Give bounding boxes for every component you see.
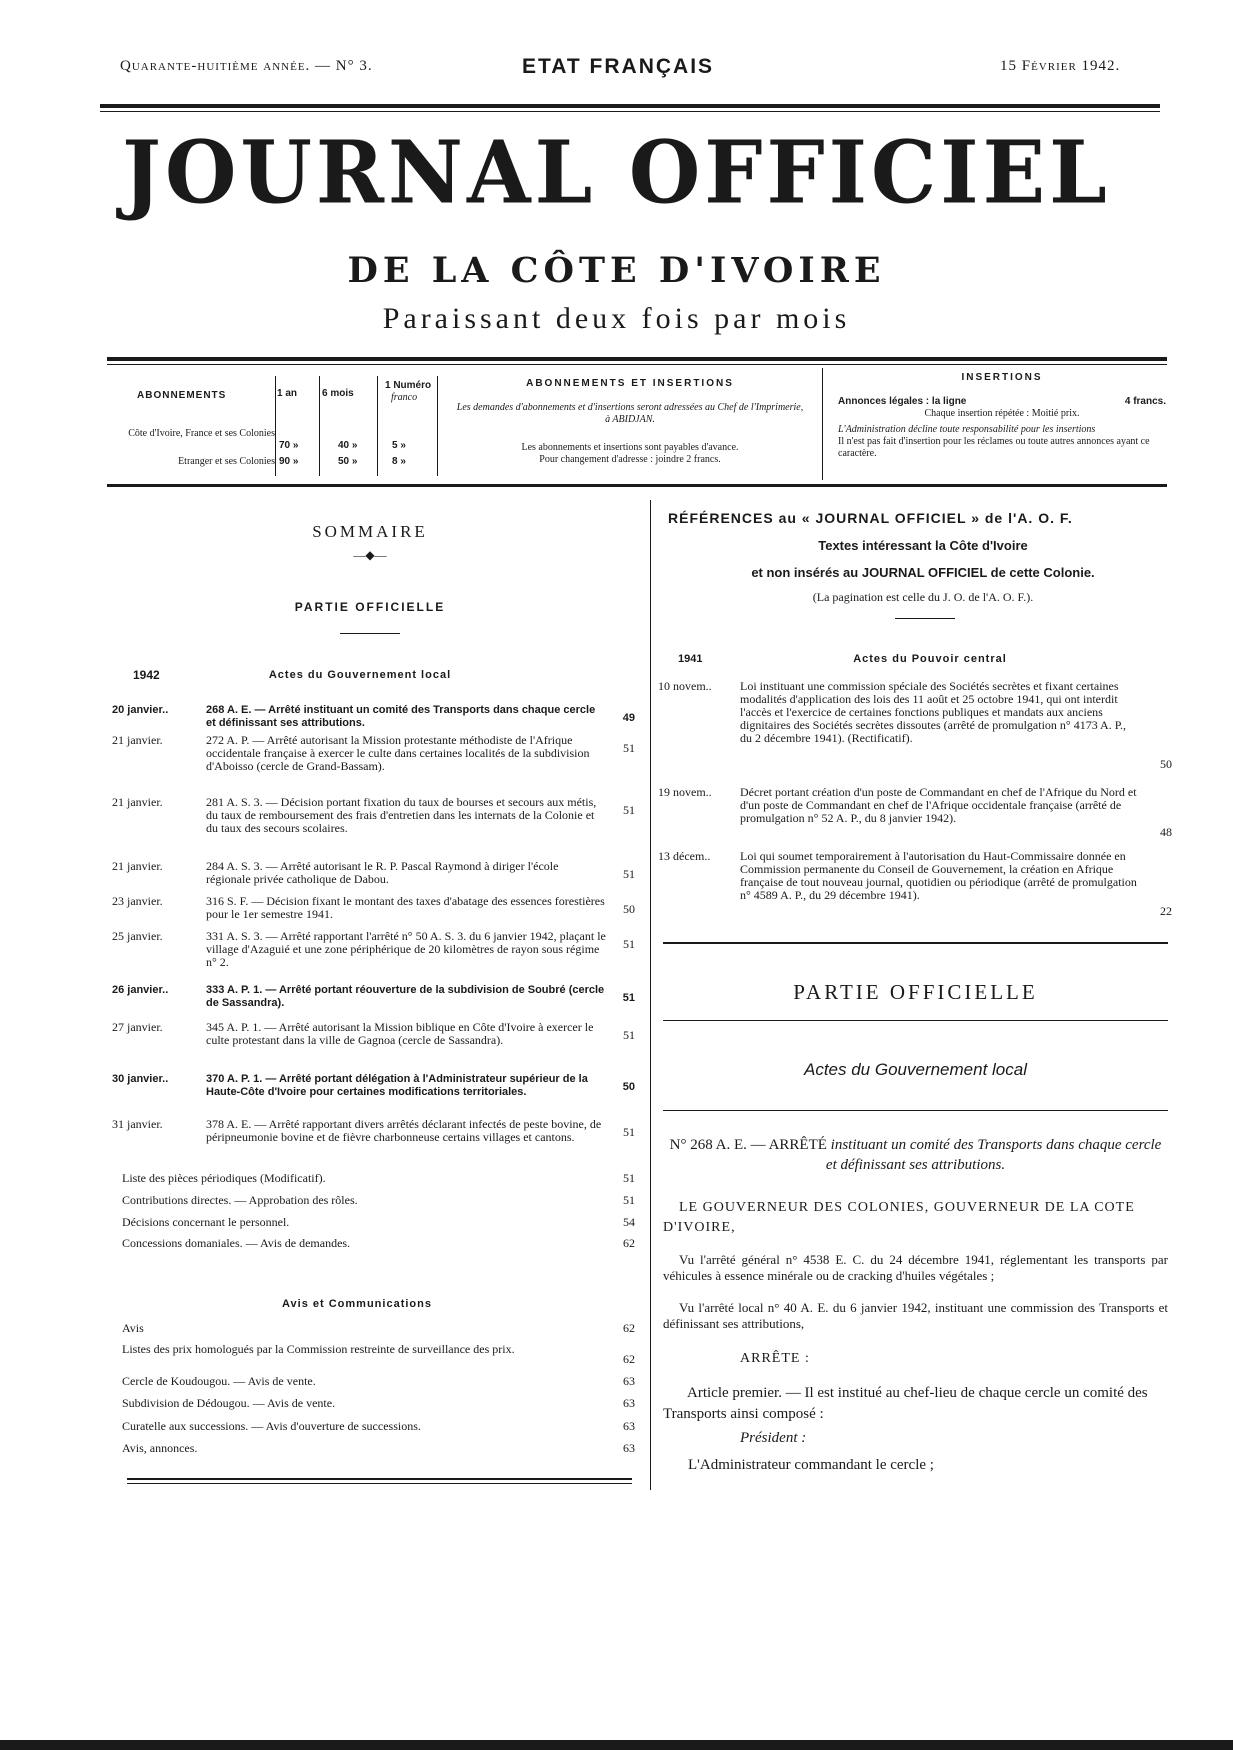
entry-date: 23 janvier. [112,894,163,908]
issue-date: 15 Février 1942. [1000,58,1121,74]
main-partie: PARTIE OFFICIELLE [793,980,1038,1004]
entry-text: 284 A. S. 3. — Arrêté autorisant le R. P. Pascal Raymond à diriger l'école régionale privée catholique de Dabou. [206,859,559,886]
entry-page: 50 [622,1081,635,1093]
edition-info: Quarante-huitième année. — N° 3. [120,58,373,74]
misc-page: 51 [623,1193,635,1207]
sommaire-heading: SOMMAIRE [312,522,428,541]
governor-line: LE GOUVERNEUR DES COLONIES, GOUVERNEUR DE LA COTE D'IVOIRE, [663,1200,1135,1235]
ins-line-4: Il n'est pas fait d'insertion pour les réclames ou toute autres annonces ayant ce caractère. [838,436,1150,459]
avis-page: 62 [623,1352,635,1366]
arrete-title-text: instituant un comité des Transports dans chaque cercle et définissant ses attributions. [825,1137,1162,1173]
references-year: 1941 [678,653,703,665]
avis-page: 63 [623,1396,635,1410]
main-section: Actes du Gouvernement local [803,1060,1027,1079]
row-num-1: 5 » [392,440,406,451]
row-label-2: Etranger et ses Colonies [178,456,275,467]
avis-text: Subdivision de Dédougou. — Avis de vente. [122,1396,336,1410]
ref-entry-text: Loi instituant une commission spéciale des Sociétés secrètes et fixant certaines modalités d'application des lois des 11 août et 25 octobre 1941, qui ont interdit l'accès et l'exercice de certaines fonctions publiques et mandats aux anciens dignitaires des Sociétés secrètes dissoutes (arrêté de promulgation n° 4173 A. P., du 2 décembre 1941). (Rectificatif). [740,679,1127,745]
entry-date: 30 janvier.. [112,1073,169,1085]
ref-entry-date: 13 décem.. [658,849,711,863]
col-num: 1 Numéro [385,380,432,391]
entry-date: 26 janvier.. [112,984,169,996]
ref-entry-date: 19 novem.. [658,785,712,799]
entry-page: 51 [623,1028,635,1042]
entry-page: 50 [623,902,635,916]
ref-entry-page: 50 [1160,757,1172,771]
avis-text: Curatelle aux successions. — Avis d'ouverture de successions. [122,1419,421,1433]
avis-heading: Avis et Communications [282,1298,432,1310]
misc-text: Concessions domaniales. — Avis de demandes. [122,1236,351,1250]
row-num-2: 8 » [392,456,406,467]
misc-page: 54 [623,1215,635,1229]
sommaire-year: 1942 [133,668,160,682]
row-year-2: 90 » [279,456,299,467]
entry-date: 25 janvier. [112,929,163,943]
entry-page: 51 [623,937,635,951]
entry-page: 51 [623,867,635,881]
journal-tagline: Paraissant deux fois par mois [382,302,851,335]
avis-page: 63 [623,1374,635,1388]
ref-entry-page: 48 [1160,825,1172,839]
references-section: Actes du Pouvoir central [853,653,1007,665]
mid-heading: ABONNEMENTS ET INSERTIONS [526,378,734,389]
journal-subtitle: DE LA CÔTE D'IVOIRE [347,250,886,291]
sommaire-partie: PARTIE OFFICIELLE [294,600,446,614]
entry-date: 21 janvier. [112,733,163,747]
entry-page: 51 [622,992,635,1004]
arrete-title [663,1135,1168,1175]
ins-line-1: Annonces légales : la ligne [838,396,967,407]
misc-page: 51 [623,1171,635,1185]
subscriptions-heading: ABONNEMENTS [137,390,227,401]
ref-entry-text: Loi qui soumet temporairement à l'autorisation du Haut-Commissaire donnée en Commission permanente du Conseil de Gouvernement, la création en Afrique française de tout nouveau journal, quotidien ou périodique (arrêté de promulgation n° 4589 A. P., du 29 décembre 1941). [740,849,1137,902]
entry-page: 49 [622,712,635,724]
ornament-divider: —◆— [353,548,387,562]
col-six: 6 mois [322,388,354,399]
entry-page: 51 [623,1125,635,1139]
right-rule-thin-2 [663,1110,1168,1111]
right-rule-thin [663,1020,1168,1021]
avis-page: 63 [623,1441,635,1455]
col-num-sub: franco [391,392,418,403]
arrete-number: N° 268 A. E. — ARRÊTÉ [669,1137,827,1153]
ins-line-1-price: 4 francs. [1124,396,1166,407]
avis-text: Avis [122,1321,144,1335]
entry-date: 27 janvier. [112,1020,163,1034]
entry-text: 316 S. F. — Décision fixant le montant des taxes d'abatage des essences forestières pour le 1er semestre 1941. [206,894,605,921]
references-sub1: Textes intéressant la Côte d'Ivoire [818,538,1028,553]
misc-text: Décisions concernant le personnel. [122,1215,290,1229]
state-label: ETAT FRANÇAIS [522,55,715,78]
entry-text: 331 A. S. 3. — Arrêté rapportant l'arrêté n° 50 A. S. 3. du 6 janvier 1942, plaçant le village d'Azaguié et une zone périphérique de 20 kilomètres de rayon sous régime n° 2. [206,929,606,969]
references-sub2: et non insérés au JOURNAL OFFICIEL de cette Colonie. [751,565,1095,580]
row-year-1: 70 » [279,440,299,451]
row-six-2: 50 » [338,456,358,467]
entry-date: 31 janvier. [112,1117,163,1131]
entry-text: 370 A. P. 1. — Arrêté portant délégation à l'Administrateur supérieur de la Haute-Côte d'Ivoire pour certaines modifications territoriales. [206,1073,588,1098]
mid-text-1: Les demandes d'abonnements et d'insertions seront adressées au Chef de l'Imprimerie, à ABIDJAN. [456,402,804,425]
col-year: 1 an [277,388,298,399]
vu-2: Vu l'arrêté local n° 40 A. E. du 6 janvier 1942, instituant une commission des Transports et définissant ses attributions, [663,1300,1168,1331]
journal-title: JOURNAL OFFICIEL [122,122,1111,224]
right-rule [663,942,1168,944]
entry-text: 268 A. E. — Arrêté instituant un comité des Transports dans chaque cercle et définissant ses attributions. [206,704,596,729]
ins-line-2: Chaque insertion répétée : Moitié prix. [924,408,1080,419]
misc-page: 62 [623,1236,635,1250]
entry-text: 378 A. E. — Arrêté rapportant divers arrêtés déclarant infectés de peste bovine, de péripneumonie bovine et de fièvre charbonneuse certains villages et cantons. [206,1117,602,1144]
scan-bottom-edge [0,1740,1233,1750]
avis-page: 63 [623,1419,635,1433]
entry-text: 281 A. S. 3. — Décision portant fixation du taux de bourses et secours aux métis, du taux de remboursement des frais d'entretien dans les internats de la Colonie et du taux des secours scolaires. [206,795,597,835]
vu-1: Vu l'arrêté général n° 4538 E. C. du 24 décembre 1941, réglementant les transports par véhicules à essence minérale ou de cracking d'huiles végétales ; [663,1252,1168,1283]
entry-page: 51 [623,741,635,755]
ins-heading: INSERTIONS [961,372,1043,383]
avis-text: Avis, annonces. [122,1441,198,1455]
misc-text: Contributions directes. — Approbation des rôles. [122,1193,358,1207]
arrete-label: ARRÊTE : [740,1351,810,1366]
entry-text: 272 A. P. — Arrêté autorisant la Mission protestante méthodiste de l'Afrique occidentale française à exercer le culte dans certaines localités de la subdivision d'Aboisso (cercle de Grand-Bassam). [206,733,590,773]
entry-text: 345 A. P. 1. — Arrêté autorisant la Mission biblique en Côte d'Ivoire à exercer le culte protestant dans la ville de Gagnoa (cercle de Sassandra). [206,1020,594,1047]
misc-text: Liste des pièces périodiques (Modificatif). [122,1171,326,1185]
article-premier: Article premier. — Il est institué au chef-lieu de chaque cercle un comité des Transports ainsi composé : [663,1385,1148,1422]
row-six-1: 40 » [338,440,358,451]
mid-text-2: Les abonnements et insertions sont payables d'avance. [521,442,739,453]
admin-line: L'Administrateur commandant le cercle ; [688,1457,934,1473]
references-heading: RÉFÉRENCES au « JOURNAL OFFICIEL » de l'A. O. F. [668,510,1073,526]
avis-text: Cercle de Koudougou. — Avis de vente. [122,1374,316,1388]
avis-page: 62 [623,1321,635,1335]
entry-date: 20 janvier.. [112,704,169,716]
ref-entry-page: 22 [1160,904,1172,918]
avis-text: Listes des prix homologués par la Commission restreinte de surveillance des prix. [122,1342,515,1356]
sommaire-section: Actes du Gouvernement local [268,669,452,681]
row-label-1: Côte d'Ivoire, France et ses Colonies [128,428,275,439]
references-sub3: (La pagination est celle du J. O. de l'A. O. F.). [812,590,1034,604]
entry-text: 333 A. P. 1. — Arrêté portant réouverture de la subdivision de Soubré (cercle de Sassandra). [206,984,605,1009]
entry-date: 21 janvier. [112,795,163,809]
entry-page: 51 [623,803,635,817]
mid-text-3: Pour changement d'adresse : joindre 2 francs. [539,454,721,465]
ref-entry-text: Décret portant création d'un poste de Commandant en chef de l'Afrique du Nord et d'un poste de Commandant en chef de l'Afrique occidentale française (arrêté de promulgation n° 52 A. P., du 8 janvier 1942). [740,785,1137,825]
ins-line-3: L'Administration décline toute responsabilité pour les insertions [838,424,1096,435]
entry-date: 21 janvier. [112,859,163,873]
president-label: Président : [740,1430,807,1446]
ref-entry-date: 10 novem.. [658,679,712,693]
